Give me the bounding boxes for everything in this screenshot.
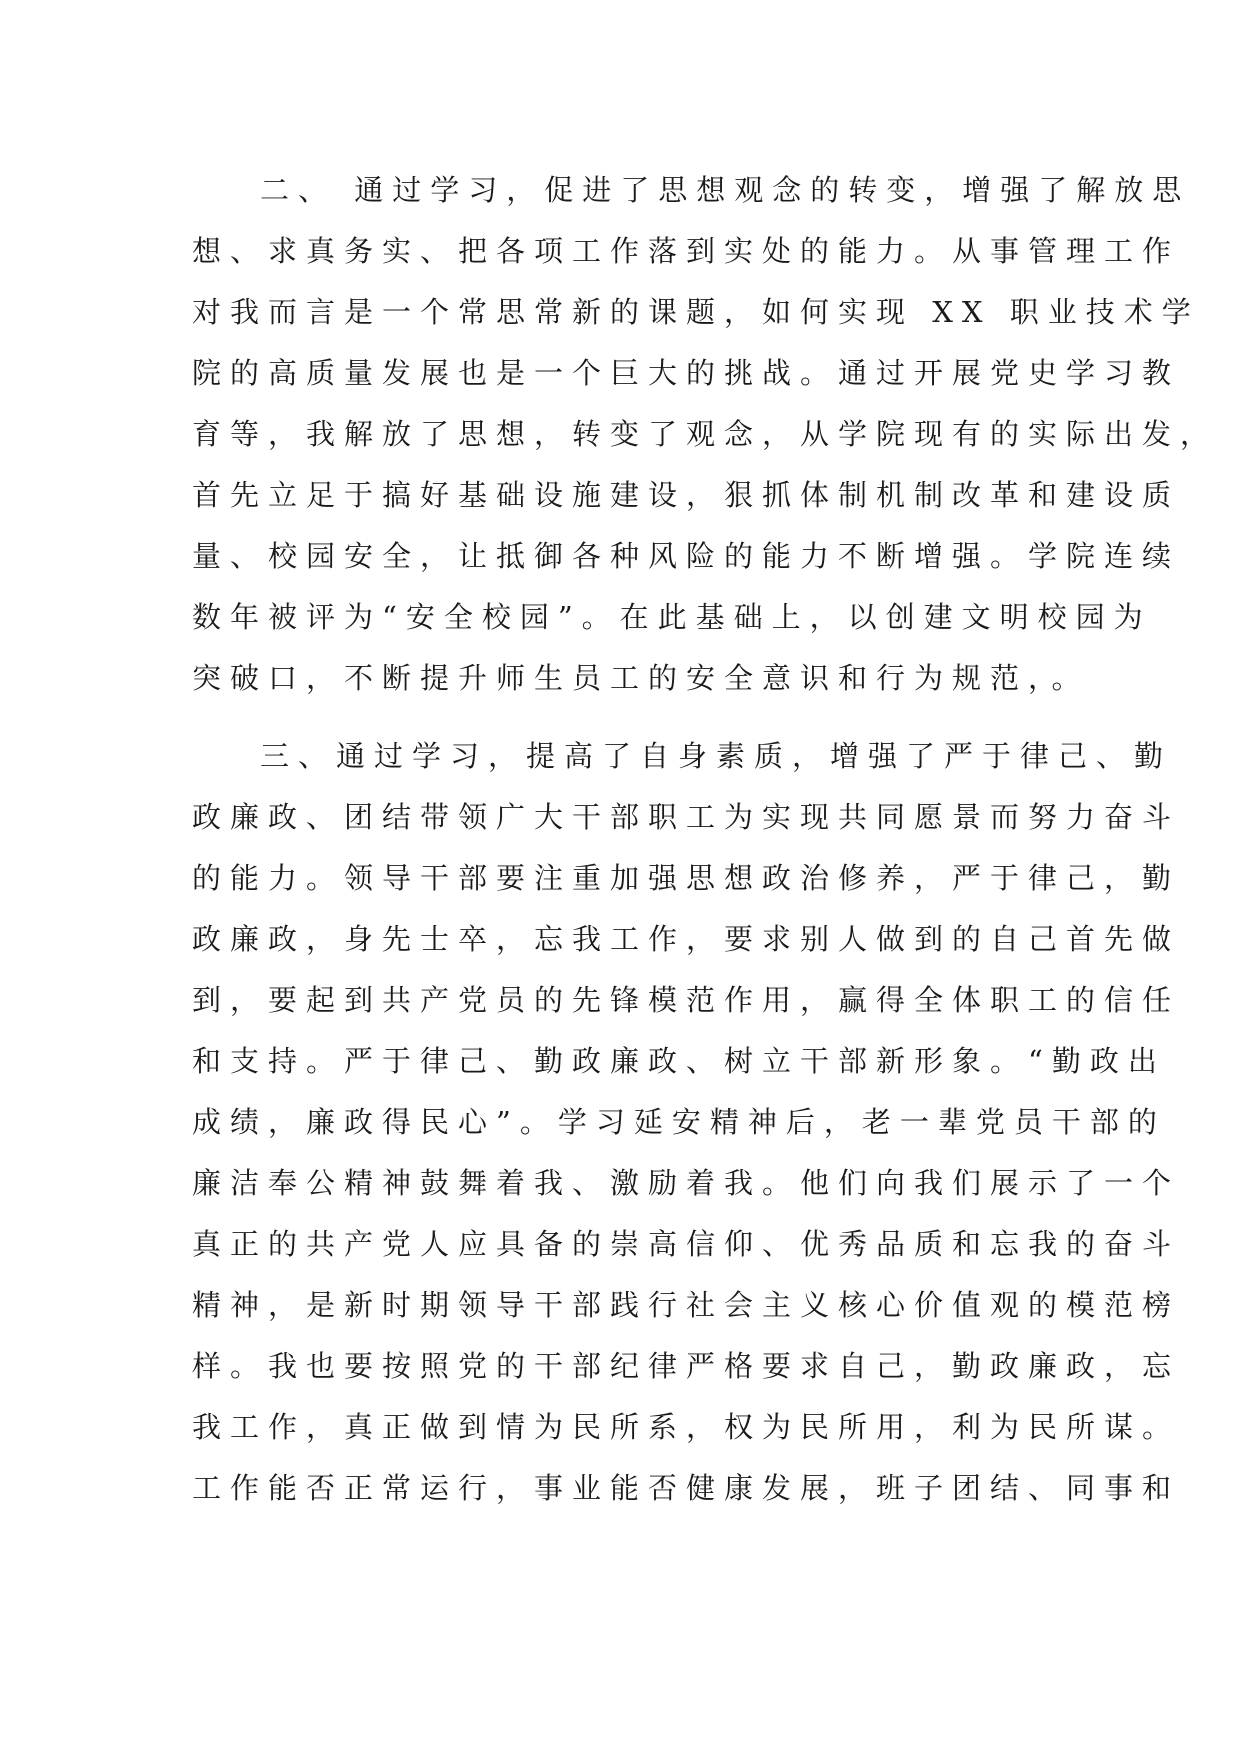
paragraph-3 bbox=[192, 726, 1181, 1519]
paragraph-line: 真正的共产党人应具备的崇高信仰、优秀品质和忘我的奋斗 bbox=[192, 1227, 1181, 1261]
paragraph-line: 的能力。领导干部要注重加强思想政治修养，严于律己，勤 bbox=[192, 861, 1181, 895]
paragraph-line: 对我而言是一个常思常新的课题，如何实现 XX 职业技术学 bbox=[192, 295, 1200, 329]
paragraph-line: 和支持。严于律己、勤政廉政、树立干部新形象。“勤政出 bbox=[192, 1044, 1166, 1078]
paragraph-line: 样。我也要按照党的干部纪律严格要求自己，勤政廉政，忘 bbox=[192, 1349, 1181, 1383]
paragraph-line: 三、通过学习，提高了自身素质，增强了严于律己、勤 bbox=[260, 739, 1173, 773]
paragraph-line: 精神，是新时期领导干部践行社会主义核心价值观的模范榜 bbox=[192, 1288, 1181, 1322]
paragraph-line: 量、校园安全，让抵御各种风险的能力不断增强。学院连续 bbox=[192, 539, 1181, 573]
paragraph-2 bbox=[192, 160, 1219, 709]
paragraph-line: 数年被评为“安全校园”。在此基础上，以创建文明校园为 bbox=[192, 600, 1152, 634]
paragraph-line: 育等，我解放了思想，转变了观念，从学院现有的实际出发， bbox=[192, 417, 1219, 451]
paragraph-line: 成绩，廉政得民心”。学习延安精神后，老一辈党员干部的 bbox=[192, 1105, 1166, 1139]
paragraph-line: 廉洁奉公精神鼓舞着我、激励着我。他们向我们展示了一个 bbox=[192, 1166, 1181, 1200]
document-body bbox=[192, 160, 1219, 1519]
paragraph-line: 政廉政，身先士卒，忘我工作，要求别人做到的自己首先做 bbox=[192, 922, 1181, 956]
paragraph-line: 我工作，真正做到情为民所系，权为民所用，利为民所谋。 bbox=[192, 1410, 1181, 1444]
paragraph-spacing bbox=[192, 709, 1050, 726]
paragraph-line: 二、 通过学习，促进了思想观念的转变，增强了解放思 bbox=[260, 173, 1191, 207]
paragraph-line: 突破口，不断提升师生员工的安全意识和行为规范，。 bbox=[192, 661, 1090, 695]
paragraph-line: 工作能否正常运行，事业能否健康发展，班子团结、同事和 bbox=[192, 1471, 1181, 1505]
paragraph-line: 想、求真务实、把各项工作落到实处的能力。从事管理工作 bbox=[192, 234, 1181, 268]
paragraph-line: 院的高质量发展也是一个巨大的挑战。通过开展党史学习教 bbox=[192, 356, 1181, 390]
paragraph-line: 到，要起到共产党员的先锋模范作用，赢得全体职工的信任 bbox=[192, 983, 1181, 1017]
paragraph-line: 政廉政、团结带领广大干部职工为实现共同愿景而努力奋斗 bbox=[192, 800, 1181, 834]
paragraph-line: 首先立足于搞好基础设施建设，狠抓体制机制改革和建设质 bbox=[192, 478, 1181, 512]
